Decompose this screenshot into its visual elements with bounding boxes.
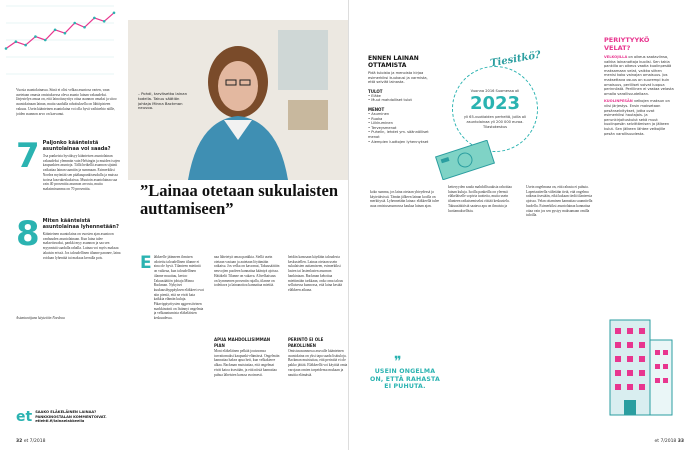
question-7-title: Paljonko käänteistä asuntolainaa voi saada?: [42, 140, 111, 152]
left-column-3: [214, 255, 280, 439]
subhead-perinto: PERINTÖ EI OLE PAKOLLINEN: [288, 337, 324, 348]
right-column-2: [448, 185, 518, 425]
article-headline: ”Lainaa otetaan sukulaisten auttamiseen”: [140, 181, 339, 218]
list-item: • Terveysmenot: [368, 125, 397, 130]
expense-heading: MENOT: [368, 106, 385, 112]
chart-point: [54, 29, 57, 32]
left-column-1: [16, 88, 121, 321]
photo-caption: – Pohdi, tarvitsetko lainan todella. Takuu säätiön johtaja Minna Backman neuvoo.: [138, 91, 188, 111]
question-7: [16, 140, 121, 212]
question-8-text: Käänteinen asuntolaina on vuosien ajan asuntoon vanhuuden asuntolainaan. Kun laina tulee maksettavaksi, pankki myy asunnon ja saa sen myynnistä saadulla rahalla. Lainaa voi myös maksaa takaisin erissä. Jos taloudellinen tilanne paranee, laina voidaan lyhentää tai maksaa kerralla pois.: [42, 232, 121, 260]
list-item: • Aiempien luottojen lyhennykset: [368, 139, 429, 144]
income-list: [368, 94, 430, 103]
quote-mark-icon: ❞: [394, 354, 402, 370]
chart-point: [113, 12, 116, 15]
sidebar-keyword-2: KUOLINPESÄN: [604, 99, 633, 104]
col1-intro-text: Vuosia asuntolainassa. Siinä ei olisi velkaa asuntosa varten, vaan asetetaan omasta omistuksessa oleva asunto lainan vakuudeksi. Järjestelyn ansaa on, että lainoitusyritys ottaa asunnon omaksi ja sitoo asuntolainaan lainan, mutta saadulla rahoituksella on lähtöpisteen vakuus. Usein käänteinen asuntolaina voi olla hyvä vaihtoehto niille, joiden asunnon arvo on kasvanut.: [16, 88, 117, 116]
col3-text-2: Moni eläkeläinen pelkää joutuvansa turvattomaksi kaupunki-elämässä. Ongelmiin kannattaa hakea apua heti, kun velkakierre alkaa. Backman muistuttaa, että ongelmat eivät katoa itsestään, ja että niistä kannattaa puhua läheisten kanssa avoimesti.: [214, 349, 280, 377]
list-item: • Puhelin, lehdet ym. säännölliset menot: [368, 130, 429, 139]
chart-point: [44, 39, 47, 42]
subhead-apua: APUA MAHDOLLISIMMAN PIAN: [214, 337, 271, 348]
right-column-1: [370, 190, 440, 340]
list-item: • Eläke: [368, 93, 381, 98]
chart-point: [15, 40, 18, 43]
line-chart: [0, 0, 120, 88]
right-page-number: 33: [677, 439, 684, 444]
left-column-2: [140, 255, 205, 435]
sidebar-paragraph-1: [604, 55, 674, 96]
banknote-illustration: [430, 140, 500, 180]
chart-point: [93, 17, 96, 20]
left-footer-mag: et 7/2018: [23, 439, 46, 444]
right-col3-text: Usein ongelmana on, että rahasta ei puhuta. Laperiaatteella vältetään tietä, että ongelma ratkeaa itsestään, eikä kukaan tiedä tilanteesta ajoissa. Velan ottaminen kannattaa suunnitella huolella. Esimerkiksi asuntolainaa kannattaa ottaa vain jos sen pystyy maksamaan omilla tuloilla.: [526, 185, 593, 218]
chart-svg: [0, 0, 120, 88]
checklist-intro: Pidä tuloista ja menoista kirjaa esimerkiksi kuukausi ja varmista, että selviät lainasta.: [368, 71, 428, 85]
left-page-footer: [16, 439, 46, 444]
sidebar-paragraph-2: [604, 99, 674, 136]
left-page-number: 32: [16, 439, 23, 444]
sidebar-text-1: on oikeus saataviinsa, vaikka lainanottaja kuolisi. Sen takia pankilla on oikeus vaatia kuolinpesää maksamaan velat, vaikka siihen menisi koko vainajan omaisuus. Jos maksettava osuus on suurempi kuin omaisuus, perilliset voivat luopua perinnöstä. Perillinen ei vastaa velasta omalla varallisuudellaan.: [604, 55, 674, 96]
checklist-title: ENNEN LAINAN OTTAMISTA: [368, 55, 419, 69]
inheritance-sidebar: [604, 36, 674, 136]
list-item: • Liikkuminen: [368, 121, 393, 126]
chart-point: [83, 26, 86, 29]
list-item: • Ruoka: [368, 116, 383, 121]
question-8-number: 8: [16, 218, 40, 254]
list-item: • Asuminen: [368, 111, 390, 116]
et-promo-text[interactable]: SAAKO ELÄKELÄINEN LAINAA? PANKKINOSTALAN KOMMENTOIVAT. etlehti.fi/lainaelakkeella: [35, 410, 107, 424]
chart-point: [34, 35, 37, 38]
right-page-footer: [655, 439, 685, 444]
building-illustration: [600, 300, 680, 420]
left-column-4: [288, 255, 348, 439]
et-promo-box: [16, 410, 115, 424]
right-col1-text: koko summa, jos laina otetaan yhteydessä ja käytettävissä. Tämän jälkeen lainan koolla on merkitystä. Lyhennetään lainaa: eläkkeellä tulee asua omistusasunnossa kaukaa lainan ajan.: [370, 190, 440, 209]
question-7-text: Osa pankeista hyväksyy käänteisen asuntolainan vakuudeksi ylemmän vain Helsingin ja muiden isojen kaupunkien asuntoja. Tällä hetkellä asunnon sijainti vaikuttaa lainan saantiin ja summaan. Esimerkiksi Nordea myöntää sen pääkaupunkiseudulla ja muissa isoissa kasvukeskuksissa. Muutoin asuntolainaa saa vain 40 prosenttia asunnon arvosta, mutta maksimisumma on 70 prosenttia.: [42, 154, 120, 191]
right-footer-mag: et 7/2018: [654, 439, 677, 444]
chart-point: [5, 47, 8, 50]
chart-series-line: [6, 13, 114, 49]
question-8: [16, 218, 121, 312]
col4-text-2: Omistusasunnossa asuvalle käänteinen asuntolaina on yksi tapa saada lisätuloja. Backman muistuttaa, että perintöä ei ole pakko jättää. Eläkkeellä voi käyttää omia varojaan omien tarpeidensa mukaan ja nauttia elämästä.: [288, 349, 348, 377]
et-logo: et: [16, 409, 33, 425]
sidebar-text-2: velkojen maksun on viisi järjestys. Ensin maksetaan pesänselvitykset, jotka ovat esimerkiksi hautajais- ja perunkirjoituskulut sekä muut kuolinpesän selvittämisen ja jälkeen kulut. Sen jälkeen lähtee velkojille pesän varallisuudesta.: [604, 99, 670, 136]
chart-point: [24, 44, 27, 47]
col3-text: naa lähetetyä omaa pankkia. Siellä usein otetaan vastaan ja autetaan löytämään ratkaisu. Jos velka on kasvanut, Takuusäätiön neuvojien puoleen kannattaa kääntyä ajoissa. Hätäkelit Tilanne on vakava. Alivelkaisuus on kymmenen prosentin rajalla, tilanne on todettava ja lainanottoa kannattaa miettiä.: [214, 255, 280, 288]
col4-text: heidän kanssaan käydään taloudesta keskustellen. Lainaa otetaan usein sukulaisten auttamiseen, esimerkiksi lasten tai lastenlasten asunnon hankintaan. Backman kehottaa miettimään tarkkaan, onko oma talous sellaisessa kunnossa, että laina kestää eläkkeen aikana.: [288, 255, 343, 292]
question-7-number: 7: [16, 140, 40, 176]
expert-credit: Asiantuntijana käytettiin Nordeaa: [16, 316, 65, 320]
stat-circle-bottom: yli 65-vuotiaiden perheitä, joilla oli asuntolainaa yli 200 000 euroa. Tilastokeskus: [463, 115, 527, 129]
sidebar-keyword-1: VELKOJILLA: [604, 55, 628, 59]
list-item: • Muut mahdolliset tulot: [368, 98, 412, 103]
right-column-3: [526, 185, 596, 425]
chart-point: [64, 32, 67, 35]
chart-point: [103, 20, 106, 23]
col2-text: läkkeelle jäänneen ihmisen odotettu taloudellinen tilanne ei aina ole hyvä. Tilanteen mietintä on vaikeaa, kun taloudellinen tilanne muuttuu, kertoo Takuusäätiön johtaja Minna Backman. Nykyiset kuukausihyppäyksen eläkkeet ovat niin pieniä, että ne eivät kata kaikkia elämän kuluja. Pikavippiyritysten aggressiivinen markkinointi on lisännyt ongelmia ja velkaantumista eläkeläisten keskuudessa.: [153, 255, 204, 321]
stat-circle-number: 2023: [469, 93, 521, 115]
sidebar-title: PERIYTYYKÖ VELAT?: [604, 36, 650, 52]
checklist-box: [368, 55, 430, 144]
right-col2-text: ketteryyden saada mahdollisuuksia rahoittaa lainan kuluja. Isoilla pankeilla on yleensä eläkeläiselle sopivia tuotteita, mutta usein tilanteen ratkaisemiseksi riittää keskustelu. Takuusäätiöstä saatava apu on ilmaista ja luottamuksellista.: [448, 185, 512, 213]
question-8-title: Miten käänteistä asuntolainaa lyhennetään?: [42, 218, 119, 230]
expense-list: [368, 112, 430, 144]
drop-cap: E: [140, 253, 152, 273]
chart-point: [73, 22, 76, 25]
income-heading: TULOT: [368, 88, 383, 94]
pull-quote: USEIN ONGELMA ON, ETTÄ RAHASTA EI PUHUTA.: [370, 368, 440, 391]
did-you-know-label: Tiesitkö?: [489, 49, 542, 70]
stat-circle-top: Vuonna 2016 Suomessa oli: [470, 88, 520, 93]
